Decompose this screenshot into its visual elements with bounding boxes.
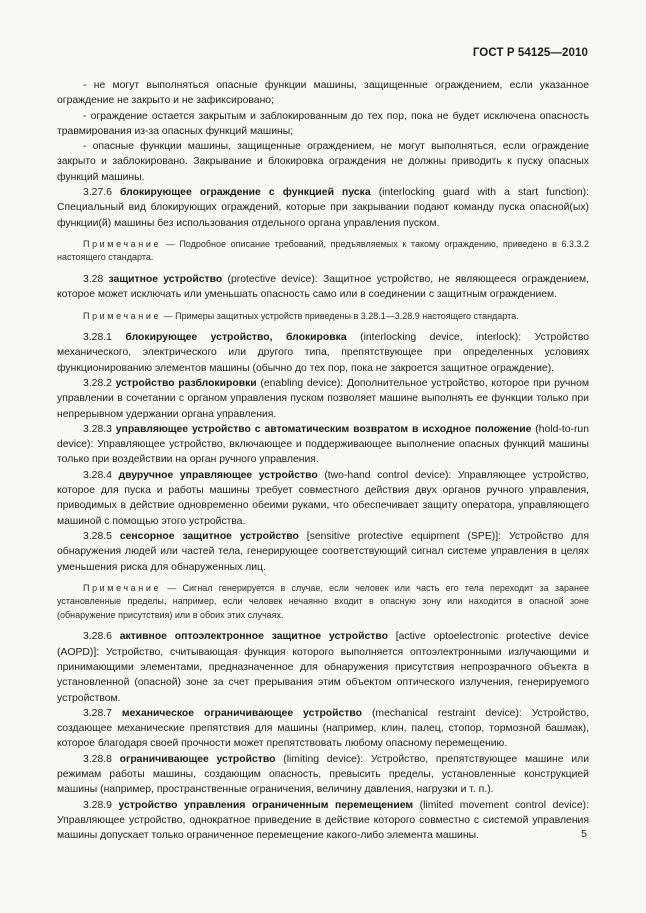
- term: блокирующее ограждение с функцией пуска: [120, 187, 371, 199]
- list-item: - опасные функции машины, защищенные ограждением, не могут выполняться, если ограждение закрыто и заблокировано. Закрывание и блокировка ограждения не должны приводить к пуску опасных функций машины.: [57, 141, 589, 183]
- term: ограничивающее устройство: [119, 753, 276, 765]
- definition-text: (limited movement control device): Управляющее устройство, однократное приведение в действие которого совместно с системой управления машины допускает только ограниченное перемещение какого-либо элемента машины.: [57, 799, 589, 842]
- term: двуручное управляющее устройство: [118, 469, 318, 481]
- term: блокирующее устройство, блокировка: [125, 332, 347, 344]
- definition-3-28-1: [57, 330, 589, 376]
- definition-text: (interlocking device, interlock): Устройство механического, электрического или другого типа, препятствующее при определенных условиях функционированию элементов машины (обычно до тех пор, пока не закроется защитное ограждение).: [57, 332, 589, 374]
- note-label: Примечание: [83, 310, 162, 321]
- clause-number: 3.28.4: [83, 469, 119, 481]
- definition-3-28-2: [57, 376, 589, 422]
- definition-3-28-7: [57, 706, 589, 752]
- document-body: [57, 78, 589, 843]
- clause-number: 3.28.8: [83, 753, 120, 765]
- definition-3-28-8: [57, 752, 589, 798]
- note-text: — Подробное описание требований, предъявляемых к такому ограждению, приведено в 6.3.3.2 настоящего стандарта.: [57, 238, 589, 263]
- note: [57, 582, 589, 623]
- note-label: Примечание: [83, 582, 162, 593]
- definition-text: [sensitive protective equipment (SPE)]: Устройство для обнаружения людей или частей тела, генерирующее соответствующий сигнал системе управления в целях уменьшения риска для обнаруженных лиц.: [57, 530, 589, 573]
- page-number: 5: [581, 828, 587, 840]
- note-label: Примечание: [83, 238, 162, 249]
- definition-text: (limiting device): Устройство, препятствующее машине или режимам работы машины, создающим опасность, превысить пределы, установленные конструкцией машины (например, пространственные ограничения, величину давления, нагрузки и т. п.).: [57, 753, 590, 796]
- term: механическое ограничивающее устройство: [121, 707, 362, 719]
- term: устройство разблокировки: [115, 377, 257, 389]
- definition-text: [active optoelectronic protective device (AOPD)]: Устройство, считывающая функция которого выполняется оптоэлектронными излучающими и принимающими элементами, предназначенное для обнаружения присутствия непрозрачного объекта в установленной (опасной) зоне за счет прерывания этим объектом оптического излучения, генерируемого устройством.: [57, 631, 589, 704]
- clause-number: 3.27.6: [83, 187, 120, 199]
- clause-number: 3.28.2: [83, 377, 116, 389]
- definition-text: (hold-to-run device): Управляющее устройство, включающее и поддерживающее выполнение опасных функций машины только при воздействии на орган ручного управления.: [57, 423, 589, 466]
- definition-3-28-6: [57, 629, 589, 705]
- definition-3-28: [57, 272, 589, 303]
- term: активное оптоэлектронное защитное устройство: [119, 631, 388, 643]
- definition-3-27-6: [57, 185, 589, 231]
- definition-3-28-4: [57, 468, 589, 529]
- clause-number: 3.28: [83, 273, 109, 285]
- clause-number: 3.28.1: [83, 332, 126, 344]
- clause-number: 3.28.9: [83, 799, 119, 811]
- note: [57, 238, 589, 265]
- definition-text: (two-hand control device): Управляющее устройство, которое для пуска и работы машины требует совместного действия двух органов ручного управления, приводимых в действие одновременно обеими руками, что обеспечивает защиту оператора, управляющего машиной с помощью этого устройства.: [57, 469, 590, 527]
- definition-3-28-9: [57, 798, 589, 844]
- note-text: — Примеры защитных устройств приведены в 3.28.1—3.28.9 настоящего стандарта.: [161, 310, 519, 321]
- term: устройство управления ограниченным перемещением: [118, 799, 414, 811]
- term: защитное устройство: [108, 273, 223, 285]
- definition-3-28-3: [57, 422, 589, 468]
- term: управляющее устройство с автоматическим возвратом в исходное положение: [115, 423, 532, 435]
- definition-text: (mechanical restraint device): Устройство, создающее механические препятствия для машины (например, клин, палец, стопор, тормозной башмак), которое благодаря своей прочности может препятствовать любому опасному перемещению.: [57, 707, 589, 750]
- definition-text: (interlocking guard with a start function): Специальный вид блокирующих ограждений, которые при закрывании подают команду пуска опасной(ых) функции(й) машины без использования отдельного органа управления пуском.: [57, 187, 589, 229]
- definition-text: (enabling device): Дополнительное устройство, которое при ручном управлении в сочетании с органом управления пуском позволяет машине выполнять ее функции только при непрерывном удержании органа управления.: [57, 377, 590, 420]
- definition-3-28-5: [57, 529, 589, 575]
- term: сенсорное защитное устройство: [119, 530, 299, 542]
- clause-number: 3.28.5: [83, 530, 120, 542]
- standard-header: ГОСТ Р 54125—2010: [472, 47, 588, 59]
- list-item: - ограждение остается закрытым и заблокированным до тех пор, пока не будет исключена опасность травмирования из-за опасных функций машины;: [57, 110, 589, 137]
- note: [57, 310, 589, 324]
- clause-number: 3.28.7: [83, 707, 122, 719]
- clause-number: 3.28.3: [83, 423, 116, 435]
- clause-number: 3.28.6: [83, 631, 120, 643]
- definition-text: (protective device): Защитное устройство, не являющееся ограждением, которое может исключать или уменьшать опасность само или в соединении с защитным ограждением.: [57, 273, 589, 301]
- note-text: — Сигнал генерируется в случае, если человек или часть его тела переходит за заранее установленные пределы, например, если человек нечаянно входит в опасную зону или находится в опасной зоне (обнаружение присутствия) или в обоих этих случаях.: [57, 582, 589, 620]
- list-item: - не могут выполняться опасные функции машины, защищенные ограждением, если указанное ограждение не закрыто и не зафиксировано;: [57, 80, 589, 107]
